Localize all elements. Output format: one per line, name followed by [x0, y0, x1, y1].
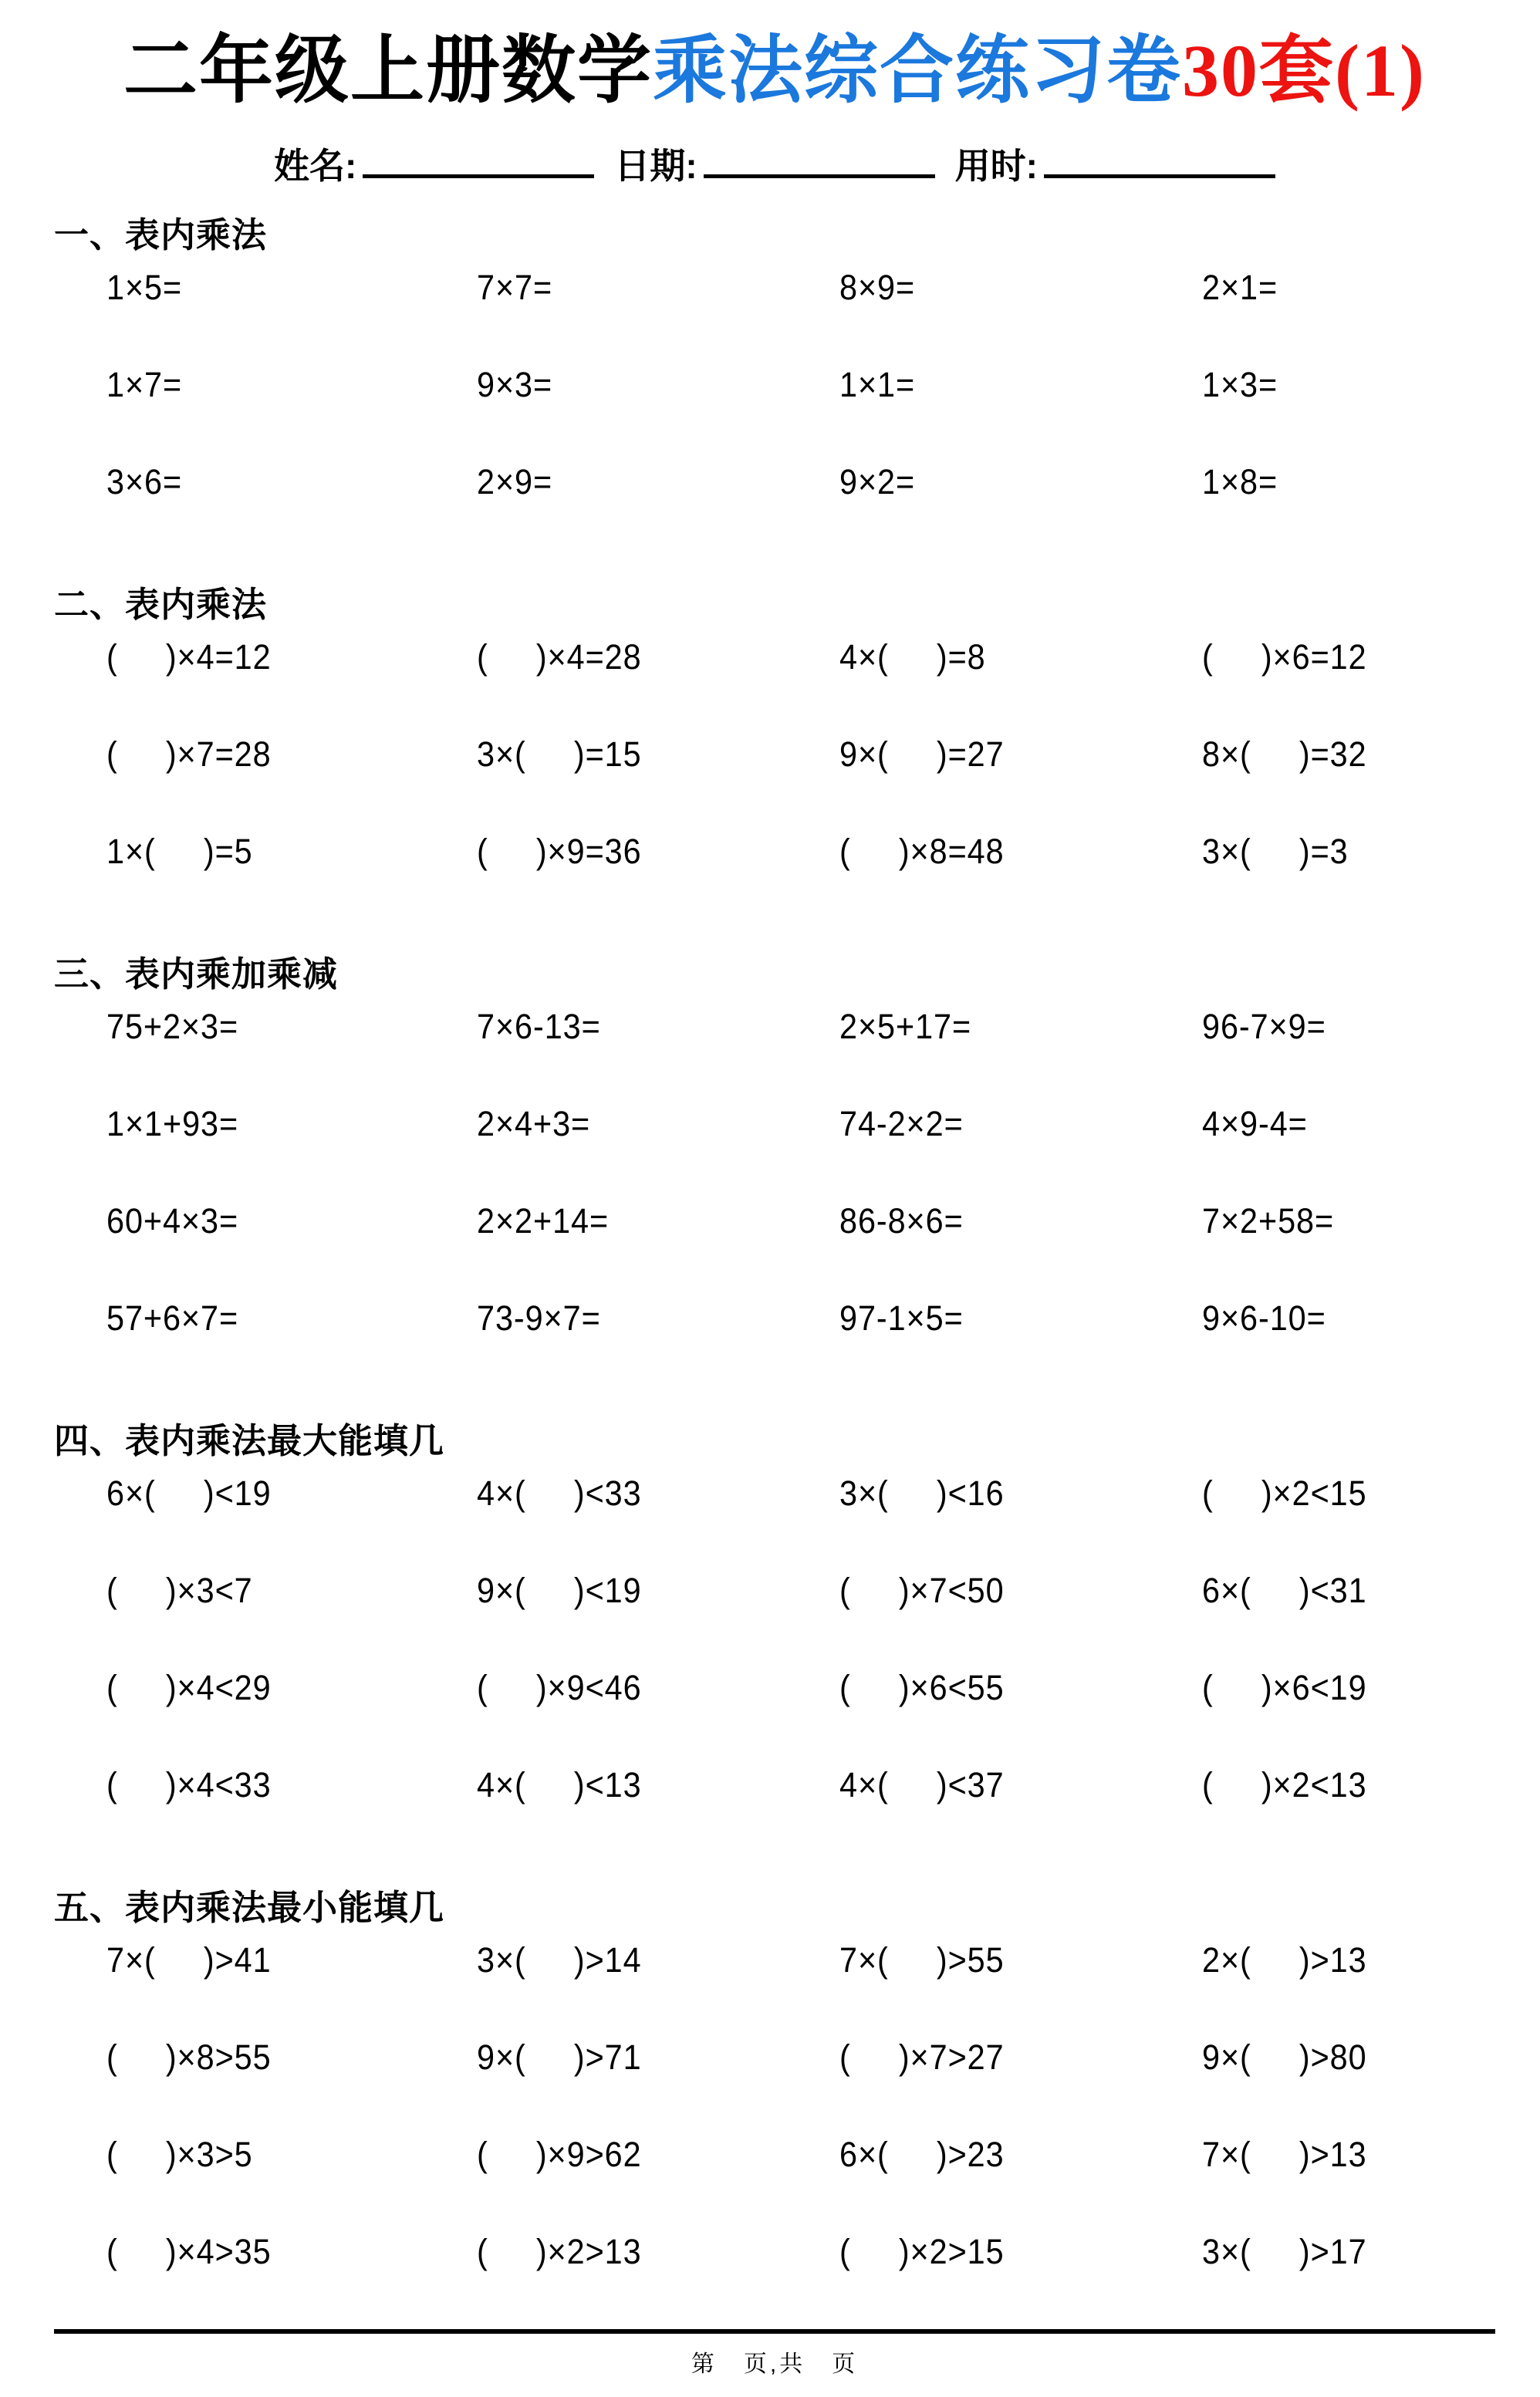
problem-cell: 9×3= [477, 365, 553, 405]
problem-cell: ( )×7>27 [839, 2037, 1005, 2078]
problem-cell: 74-2×2= [839, 1104, 964, 1144]
problem-cell: 3×( )<16 [839, 1474, 1005, 1514]
problem-cell: 2×1= [1202, 268, 1278, 308]
problem-cell: 9×( )>80 [1202, 2037, 1367, 2078]
section-title: 三、表内乘加乘减 [54, 954, 339, 994]
problems-grid [54, 1940, 1495, 2329]
date-label: 日期: [614, 146, 697, 187]
problem-cell: 1×1+93= [106, 1104, 239, 1144]
problem-cell: 7×( )>13 [1202, 2135, 1367, 2175]
problem-cell: 7×( )>55 [839, 1940, 1005, 1980]
problem-cell: 2×2+14= [477, 1201, 610, 1241]
problems-grid [54, 268, 1495, 559]
problem-cell: ( )×8=48 [839, 832, 1005, 872]
problems-grid [54, 637, 1495, 929]
problem-cell: 57+6×7= [106, 1298, 239, 1339]
problem-cell: 1×8= [1202, 462, 1278, 502]
problem-cell: 3×( )>14 [477, 1940, 642, 1980]
problems-grid [54, 1474, 1495, 1862]
title-segment-grade: 二年级上册数学 [123, 29, 653, 112]
problem-cell: ( )×2>15 [839, 2232, 1005, 2272]
problem-cell: 4×9-4= [1202, 1104, 1308, 1144]
problem-cell: ( )×6<19 [1202, 1668, 1367, 1708]
problem-cell: 6×( )<19 [106, 1474, 272, 1514]
problem-cell: ( )×9=36 [477, 832, 642, 872]
problem-cell: 6×( )<31 [1202, 1571, 1367, 1611]
problem-cell: 4×( )=8 [839, 637, 986, 677]
problem-cell: 4×( )<33 [477, 1474, 642, 1514]
problem-cell: 96-7×9= [1202, 1007, 1326, 1047]
section-5-min-fill [54, 1862, 1495, 2329]
problem-cell: 60+4×3= [106, 1201, 239, 1241]
page-footer [54, 2329, 1495, 2397]
student-info-line [54, 140, 1495, 190]
problem-cell: 9×( )>71 [477, 2037, 642, 2078]
problem-cell: 8×( )=32 [1202, 734, 1367, 775]
problem-cell: 2×5+17= [839, 1007, 972, 1047]
problem-cell: ( )×6=12 [1202, 637, 1367, 677]
problem-cell: 2×( )>13 [1202, 1940, 1367, 1980]
problem-cell: 2×9= [477, 462, 553, 502]
problem-cell: ( )×2>13 [477, 2232, 642, 2272]
section-title: 二、表内乘法 [54, 585, 268, 625]
title-segment-topic: 乘法综合练习卷 [653, 29, 1183, 112]
problem-cell: ( )×3>5 [106, 2135, 253, 2175]
section-title: 五、表内乘法最小能填几 [54, 1888, 445, 1928]
problem-cell: 7×6-13= [477, 1007, 601, 1047]
problem-cell: ( )×7<50 [839, 1571, 1005, 1611]
problem-cell: ( )×3<7 [106, 1571, 253, 1611]
time-label: 用时: [954, 146, 1038, 187]
problem-cell: 3×6= [106, 462, 183, 502]
problem-cell: ( )×4<33 [106, 1765, 272, 1805]
problem-cell: 3×( )=15 [477, 734, 642, 775]
problem-cell: 2×4+3= [477, 1104, 591, 1144]
footer-divider [54, 2329, 1495, 2334]
problem-cell: ( )×9<46 [477, 1668, 642, 1708]
problem-cell: ( )×4>35 [106, 2232, 272, 2272]
problem-cell: ( )×4=28 [477, 637, 642, 677]
title-segment-set-number: 30套(1) [1182, 29, 1426, 112]
problem-cell: 1×7= [106, 365, 183, 405]
problem-cell: 1×1= [839, 365, 916, 405]
problem-cell: ( )×8>55 [106, 2037, 272, 2078]
section-4-max-fill [54, 1396, 1495, 1862]
problem-cell: 6×( )>23 [839, 2135, 1005, 2175]
problem-cell: 9×6-10= [1202, 1298, 1326, 1339]
problem-cell: ( )×2<13 [1202, 1765, 1367, 1805]
problem-cell: ( )×6<55 [839, 1668, 1005, 1708]
problem-cell: 3×( )>17 [1202, 2232, 1367, 2272]
problem-cell: 3×( )=3 [1202, 832, 1349, 872]
problem-cell: 9×( )<19 [477, 1571, 642, 1611]
problem-cell: 1×( )=5 [106, 832, 253, 872]
problem-cell: ( )×4<29 [106, 1668, 272, 1708]
problem-cell: 8×9= [839, 268, 916, 308]
problem-cell: 86-8×6= [839, 1201, 964, 1241]
problem-cell: 9×2= [839, 462, 916, 502]
date-blank [704, 140, 935, 178]
problem-cell: 7×( )>41 [106, 1940, 272, 1980]
problem-cell: 1×5= [106, 268, 183, 308]
name-label: 姓名: [274, 146, 357, 187]
problem-cell: 7×2+58= [1202, 1201, 1335, 1241]
problem-cell: 73-9×7= [477, 1298, 601, 1339]
problem-cell: 4×( )<37 [839, 1765, 1005, 1805]
problem-cell: 1×3= [1202, 365, 1278, 405]
problem-cell: 9×( )=27 [839, 734, 1005, 775]
name-blank [363, 140, 594, 178]
problem-cell: ( )×2<15 [1202, 1474, 1367, 1514]
problem-cell: 7×7= [477, 268, 553, 308]
time-blank [1044, 140, 1275, 178]
problem-cell: 4×( )<13 [477, 1765, 642, 1805]
section-3-mixed-operations [54, 929, 1495, 1396]
section-title: 一、表内乘法 [54, 215, 268, 255]
problem-cell: 97-1×5= [839, 1298, 964, 1339]
section-title: 四、表内乘法最大能填几 [54, 1421, 445, 1461]
page-title [54, 20, 1495, 122]
problems-grid [54, 1007, 1495, 1396]
page-number-text: 第 页,共 页 [691, 2351, 859, 2378]
section-2-fill-parenthesis [54, 559, 1495, 929]
problem-cell: ( )×9>62 [477, 2135, 642, 2175]
problem-cell: 75+2×3= [106, 1007, 239, 1047]
problem-cell: ( )×7=28 [106, 734, 272, 775]
problem-cell: ( )×4=12 [106, 637, 272, 677]
section-1-multiplication [54, 190, 1495, 559]
